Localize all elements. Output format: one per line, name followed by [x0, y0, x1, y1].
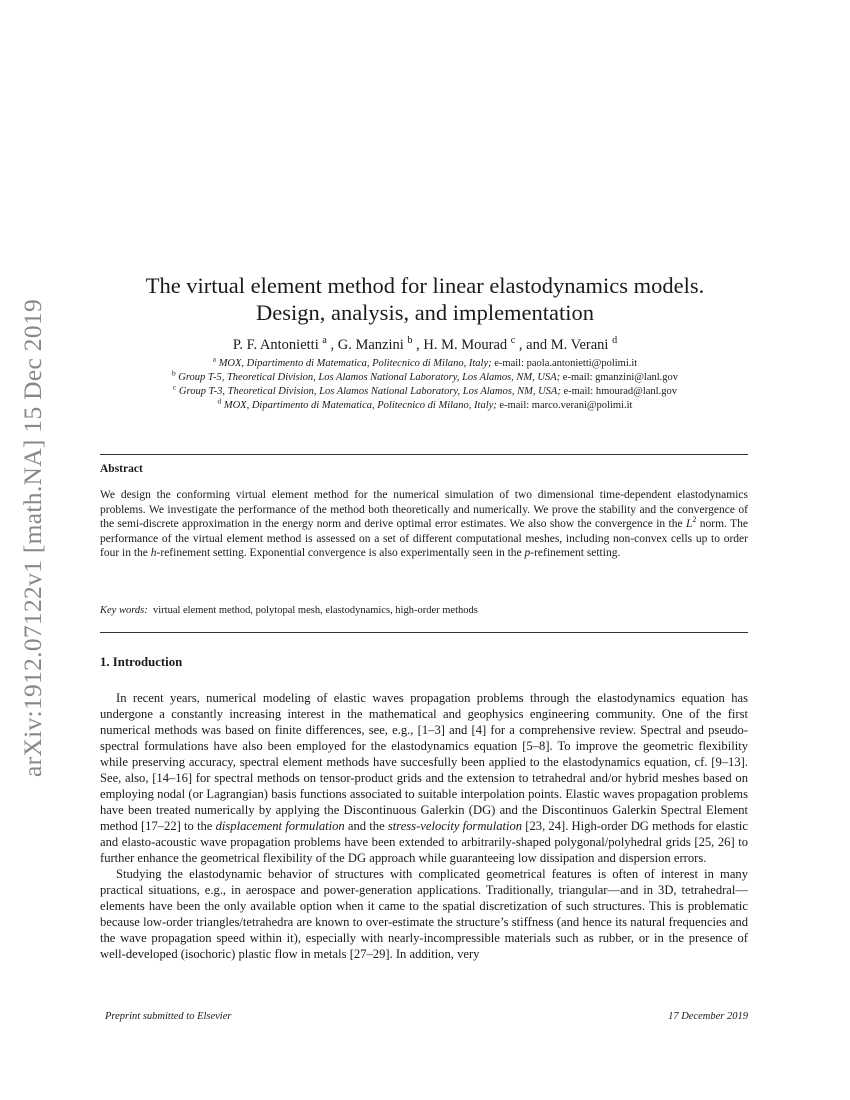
author: M. Verani $^d$	[550, 335, 618, 353]
affiliation: $^a$ MOX, Dipartimento di Matematica, Politecnico di Milano, Italy; e-mail: paola.antonietti@polimi.it	[212, 354, 638, 369]
author: G. Manzini $^b$ ,	[337, 335, 424, 353]
title-line-2: Design, analysis, and implementation	[255, 300, 595, 325]
footer-preprint-note: Preprint submitted to Elsevier	[105, 1011, 232, 1022]
paragraph: Studying the elastodynamic behavior of structures with complicated geometrical features is often of interest in many practical situations, e.g., in aerospace and power-generation applications. Traditionally, triangular—and in 3D, tetrahedral—elements have been the only available option when it came to the spatial discretization of such structures. This is problematic because low-order triangles/tetrahedra are known to over-estimate the structure’s stiffness (and hence its natural frequencies and the wave propagation speed within it), especially with nearly-incompressible materials such as rubber, or in the presence of well-developed (isochoric) plastic flow in metals [27–29]. In addition, very	[100, 867, 748, 961]
section-heading: 1. Introduction	[100, 655, 183, 669]
abstract-text: We design the conforming virtual element method for the numerical simulation of two dimensional time-dependent elastodynamics problems. We investigate the performance of the method both theoretically and numerically. We prove the stability and the convergence of the semi-discrete approximation in the energy norm and derive optimal error estimates. We also show the convergence in the $L^2$ norm. The performance of the virtual element method is assessed on a set of different computational meshes, including non-convex cells up to order four in the h-refinement setting. Exponential convergence is also experimentally seen in the p-refinement setting.	[100, 489, 748, 560]
affiliation: $^d$ MOX, Dipartimento di Matematica, Politecnico di Milano, Italy; e-mail: marco.verani@polimi.it	[217, 396, 633, 411]
author: P. F. Antonietti $^a$ ,	[232, 335, 338, 353]
abstract-top-rule	[100, 454, 748, 455]
body-text	[100, 690, 748, 962]
title-line-1: The virtual element method for linear elastodynamics models.	[145, 273, 705, 298]
affiliation-list	[100, 354, 750, 413]
paragraph: In recent years, numerical modeling of elastic waves propagation problems through the elastodynamics equation has undergone a constantly increasing interest in the mathematical and geophysics engineering community. One of the first numerical methods was based on finite differences, see, e.g., [1–3] and [4] for a comprehensive review. Spectral and pseudo-spectral formulations have also been employed for the elastodynamics equation [5–8]. To improve the geometric flexibility while preserving accuracy, spectral element methods have succesfully been applied to the elastodynamics equation, cf. [9–13]. See, also, [14–16] for spectral methods on tensor-product grids and the extension to tetrahedral and/or hybrid meshes based on employing nodal (or Lagrangian) basis functions associated to suitable interpolation points. Elastic waves propagation problems have been treated numerically by applying the Discontinuous Galerkin (DG) and the Discontinuos Galerkin Spectral Element method [17–22] to the displacement formulation and the stress-velocity formulation [23, 24]. High-order DG methods for elastic and elasto-acoustic wave propagation problems have been extended to arbitrarily-shaped polygonal/polyhedral grids [25, 26] to further enhance the geometrical flexibility of the DG approach while guaranteeing low dissipation and dispersion errors.	[100, 691, 748, 865]
author: H. M. Mourad $^c$ , and	[423, 335, 551, 353]
footer-date: 17 December 2019	[668, 1011, 748, 1022]
paper-title	[100, 272, 750, 326]
affiliation: $^b$ Group T-5, Theoretical Division, Los Alamos National Laboratory, Los Alamos, NM, USA; e-mail: gmanzini@lanl.gov	[171, 368, 679, 383]
affiliation: $^c$ Group T-3, Theoretical Division, Los Alamos National Laboratory, Los Alamos, NM, USA; e-mail: hmourad@lanl.gov	[173, 382, 677, 397]
keywords: Key words: virtual element method, polytopal mesh, elastodynamics, high-order methods	[100, 605, 478, 616]
author-list	[100, 337, 750, 354]
arxiv-identifier: arXiv:1912.07122v1 [math.NA] 15 Dec 2019	[18, 299, 47, 777]
abstract-heading: Abstract	[100, 463, 143, 475]
abstract-bottom-rule	[100, 632, 748, 633]
